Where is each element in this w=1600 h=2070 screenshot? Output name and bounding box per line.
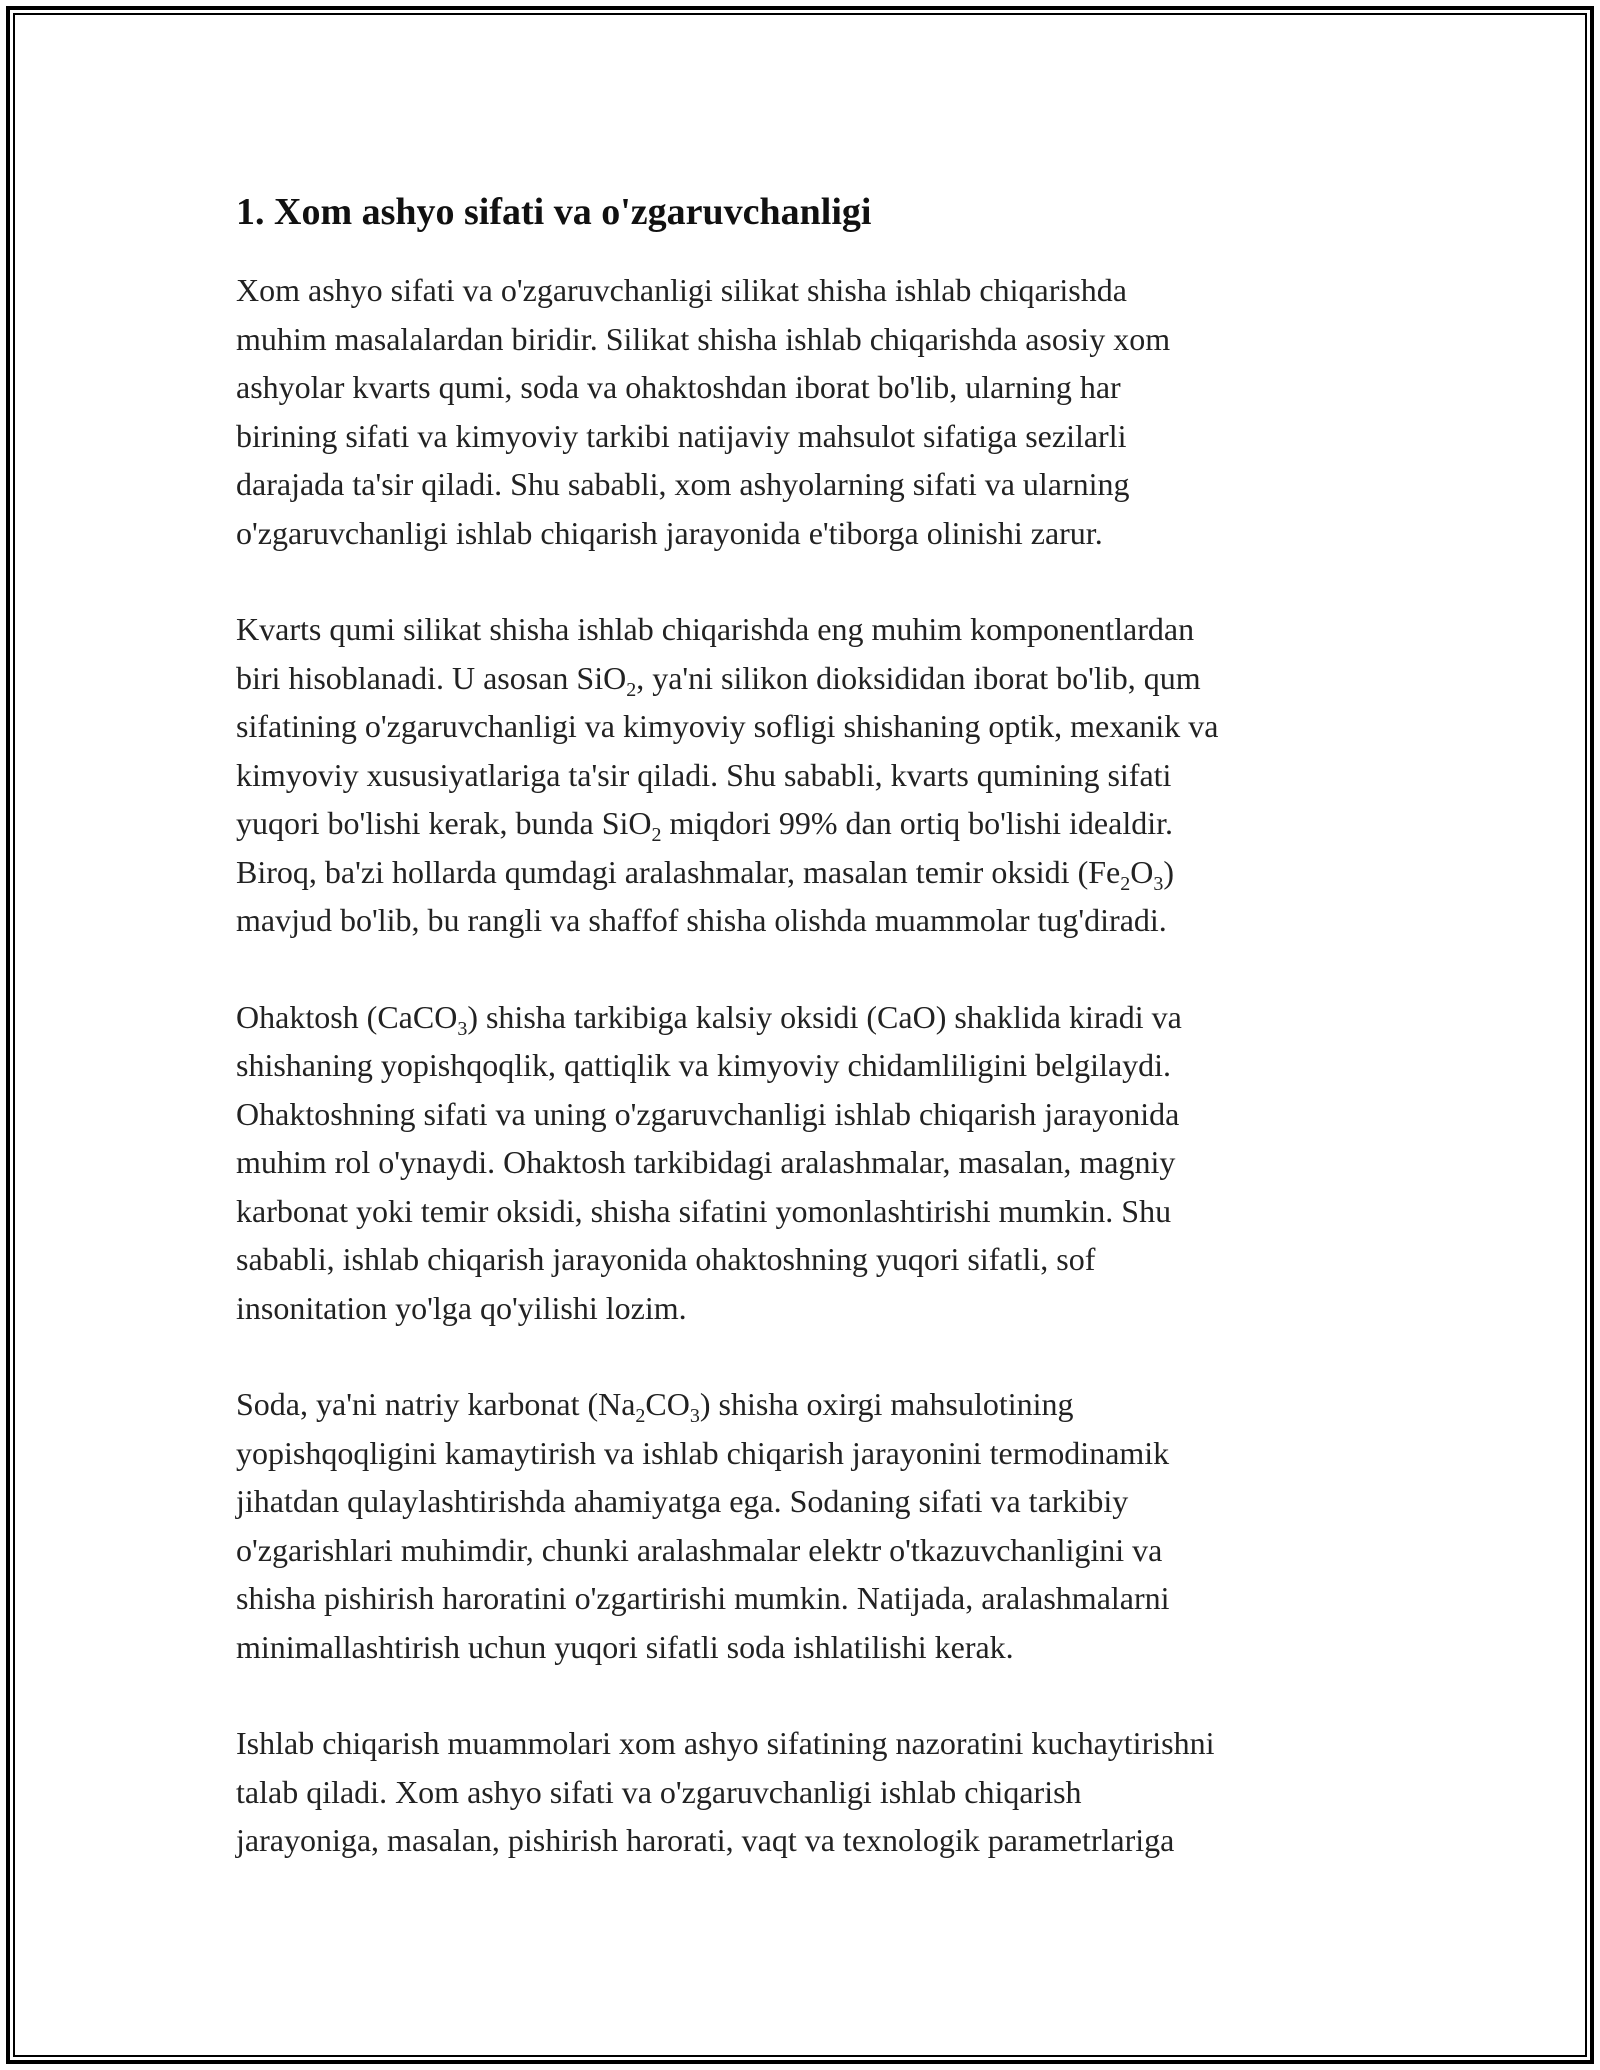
text-segment: Soda, ya'ni natriy karbonat (Na xyxy=(236,1386,636,1422)
text-segment: biri hisoblanadi. U asosan SiO xyxy=(236,659,627,696)
document-body xyxy=(236,186,1376,1913)
paragraph-list xyxy=(236,266,1376,1865)
text-line xyxy=(236,1429,1376,1478)
text-segment: shisha pishirish haroratini o'zgartirishi mumkin. Natijada, aralashmalarni xyxy=(236,1580,1170,1616)
text-line xyxy=(236,896,1376,945)
subscript: 2 xyxy=(651,824,662,846)
text-segment: darajada ta'sir qiladi. Shu sababli, xom ashyolarning sifati va ularning xyxy=(236,466,1130,502)
text-segment: CO xyxy=(645,1386,690,1422)
text-line xyxy=(236,1623,1376,1672)
paragraph xyxy=(236,605,1376,945)
text-line xyxy=(236,1477,1376,1526)
text-segment: , ya'ni silikon dioksididan iborat bo'lib, qum xyxy=(636,659,1201,696)
text-segment: Biroq, ba'zi hollarda qumdagi aralashmalar, masalan temir oksidi (Fe xyxy=(236,853,1121,890)
text-line xyxy=(236,1816,1376,1865)
text-segment: sababli, ishlab chiqarish jarayonida ohaktoshning yuqori sifatli, sof xyxy=(236,1241,1096,1277)
subscript: 3 xyxy=(1153,872,1164,895)
text-line xyxy=(236,266,1376,315)
text-segment: kimyoviy xususiyatlariga ta'sir qiladi. Shu sababli, kvarts qumining sifati xyxy=(236,756,1172,793)
text-line xyxy=(236,605,1376,654)
text-segment: muhim rol o'ynaydi. Ohaktosh tarkibidagi aralashmalar, masalan, magniy xyxy=(236,1144,1176,1180)
text-line xyxy=(236,460,1376,509)
text-segment: o'zgarishlari muhimdir, chunki aralashmalar elektr o'tkazuvchanligini va xyxy=(236,1531,1163,1568)
text-segment: ashyolar kvarts qumi, soda va ohaktoshdan iborat bo'lib, ularning har xyxy=(236,369,1121,405)
text-line xyxy=(236,1768,1376,1817)
text-segment: Ohaktoshning sifati va uning o'zgaruvchanligi ishlab chiqarish jarayonida xyxy=(236,1095,1180,1132)
text-line xyxy=(236,1574,1376,1623)
text-line xyxy=(236,751,1376,800)
text-segment: birining sifati va kimyoviy tarkibi natijaviy mahsulot sifatiga sezilarli xyxy=(236,417,1127,454)
text-segment: jihatdan qulaylashtirishda ahamiyatga ega. Sodaning sifati va tarkibiy xyxy=(236,1483,1129,1519)
text-line xyxy=(236,1526,1376,1575)
text-line xyxy=(236,1380,1376,1429)
paragraph xyxy=(236,1719,1376,1865)
subscript: 2 xyxy=(1120,872,1131,895)
section-heading: 1. Xom ashyo sifati va o'zgaruvchanligi xyxy=(236,191,872,233)
paragraph xyxy=(236,993,1376,1333)
text-segment: insonitation yo'lga qo'yilishi lozim. xyxy=(236,1289,687,1326)
text-line xyxy=(236,363,1376,412)
text-segment: jarayoniga, masalan, pishirish harorati, vaqt va texnologik parametrlariga xyxy=(236,1822,1175,1858)
subscript: 3 xyxy=(457,1017,468,1040)
text-segment: Xom ashyo sifati va o'zgaruvchanligi silikat shisha ishlab chiqarishda xyxy=(236,272,1127,308)
text-segment: sifatining o'zgaruvchanligi va kimyoviy sofligi shishaning optik, mexanik va xyxy=(236,708,1219,744)
text-segment: miqdori 99% dan ortiq bo'lishi idealdir. xyxy=(661,805,1173,841)
text-line xyxy=(236,1041,1376,1090)
paragraph xyxy=(236,266,1376,557)
text-segment: Kvarts qumi silikat shisha ishlab chiqarishda eng muhim komponentlardan xyxy=(236,611,1195,647)
text-segment: yopishqoqligini kamaytirish va ishlab chiqarish jarayonini termodinamik xyxy=(236,1434,1170,1471)
text-line xyxy=(236,993,1376,1042)
text-segment: o'zgaruvchanligi ishlab chiqarish jarayonida e'tiborga olinishi zarur. xyxy=(236,514,1103,551)
text-segment: mavjud bo'lib, bu rangli va shaffof shisha olishda muammolar tug'diradi. xyxy=(236,902,1167,938)
text-segment: yuqori bo'lishi kerak, bunda SiO xyxy=(236,805,652,841)
text-segment: ) xyxy=(1163,853,1174,890)
subscript: 2 xyxy=(635,1405,646,1427)
text-segment: talab qiladi. Xom ashyo sifati va o'zgaruvchanligi ishlab chiqarish xyxy=(236,1773,1082,1810)
text-line xyxy=(236,1719,1376,1768)
text-segment: ) shisha oxirgi mahsulotining xyxy=(699,1386,1074,1422)
text-segment: karbonat yoki temir oksidi, shisha sifatini yomonlashtirishi mumkin. Shu xyxy=(236,1192,1172,1229)
text-line xyxy=(236,1090,1376,1139)
text-line xyxy=(236,1235,1376,1284)
text-line xyxy=(236,654,1376,703)
text-line xyxy=(236,315,1376,364)
text-line xyxy=(236,1138,1376,1187)
text-line xyxy=(236,1187,1376,1236)
subscript: 3 xyxy=(689,1405,700,1427)
text-line xyxy=(236,799,1376,848)
text-line xyxy=(236,509,1376,558)
text-segment: Ohaktosh (CaCO xyxy=(236,998,458,1035)
subscript: 2 xyxy=(626,678,637,701)
text-line xyxy=(236,848,1376,897)
text-segment: ) shisha tarkibiga kalsiy oksidi (CaO) shaklida kiradi va xyxy=(467,998,1182,1035)
text-segment: muhim masalalardan biridir. Silikat shisha ishlab chiqarishda asosiy xom xyxy=(236,320,1171,357)
text-segment: O xyxy=(1130,853,1154,890)
text-line xyxy=(236,1284,1376,1333)
text-line xyxy=(236,412,1376,461)
text-segment: shishaning yopishqoqlik, qattiqlik va kimyoviy chidamliligini belgilaydi. xyxy=(236,1047,1172,1083)
paragraph xyxy=(236,1380,1376,1671)
text-segment: Ishlab chiqarish muammolari xom ashyo sifatining nazoratini kuchaytirishni xyxy=(236,1725,1215,1761)
text-segment: minimallashtirish uchun yuqori sifatli soda ishlatilishi kerak. xyxy=(236,1628,1014,1665)
text-line xyxy=(236,702,1376,751)
